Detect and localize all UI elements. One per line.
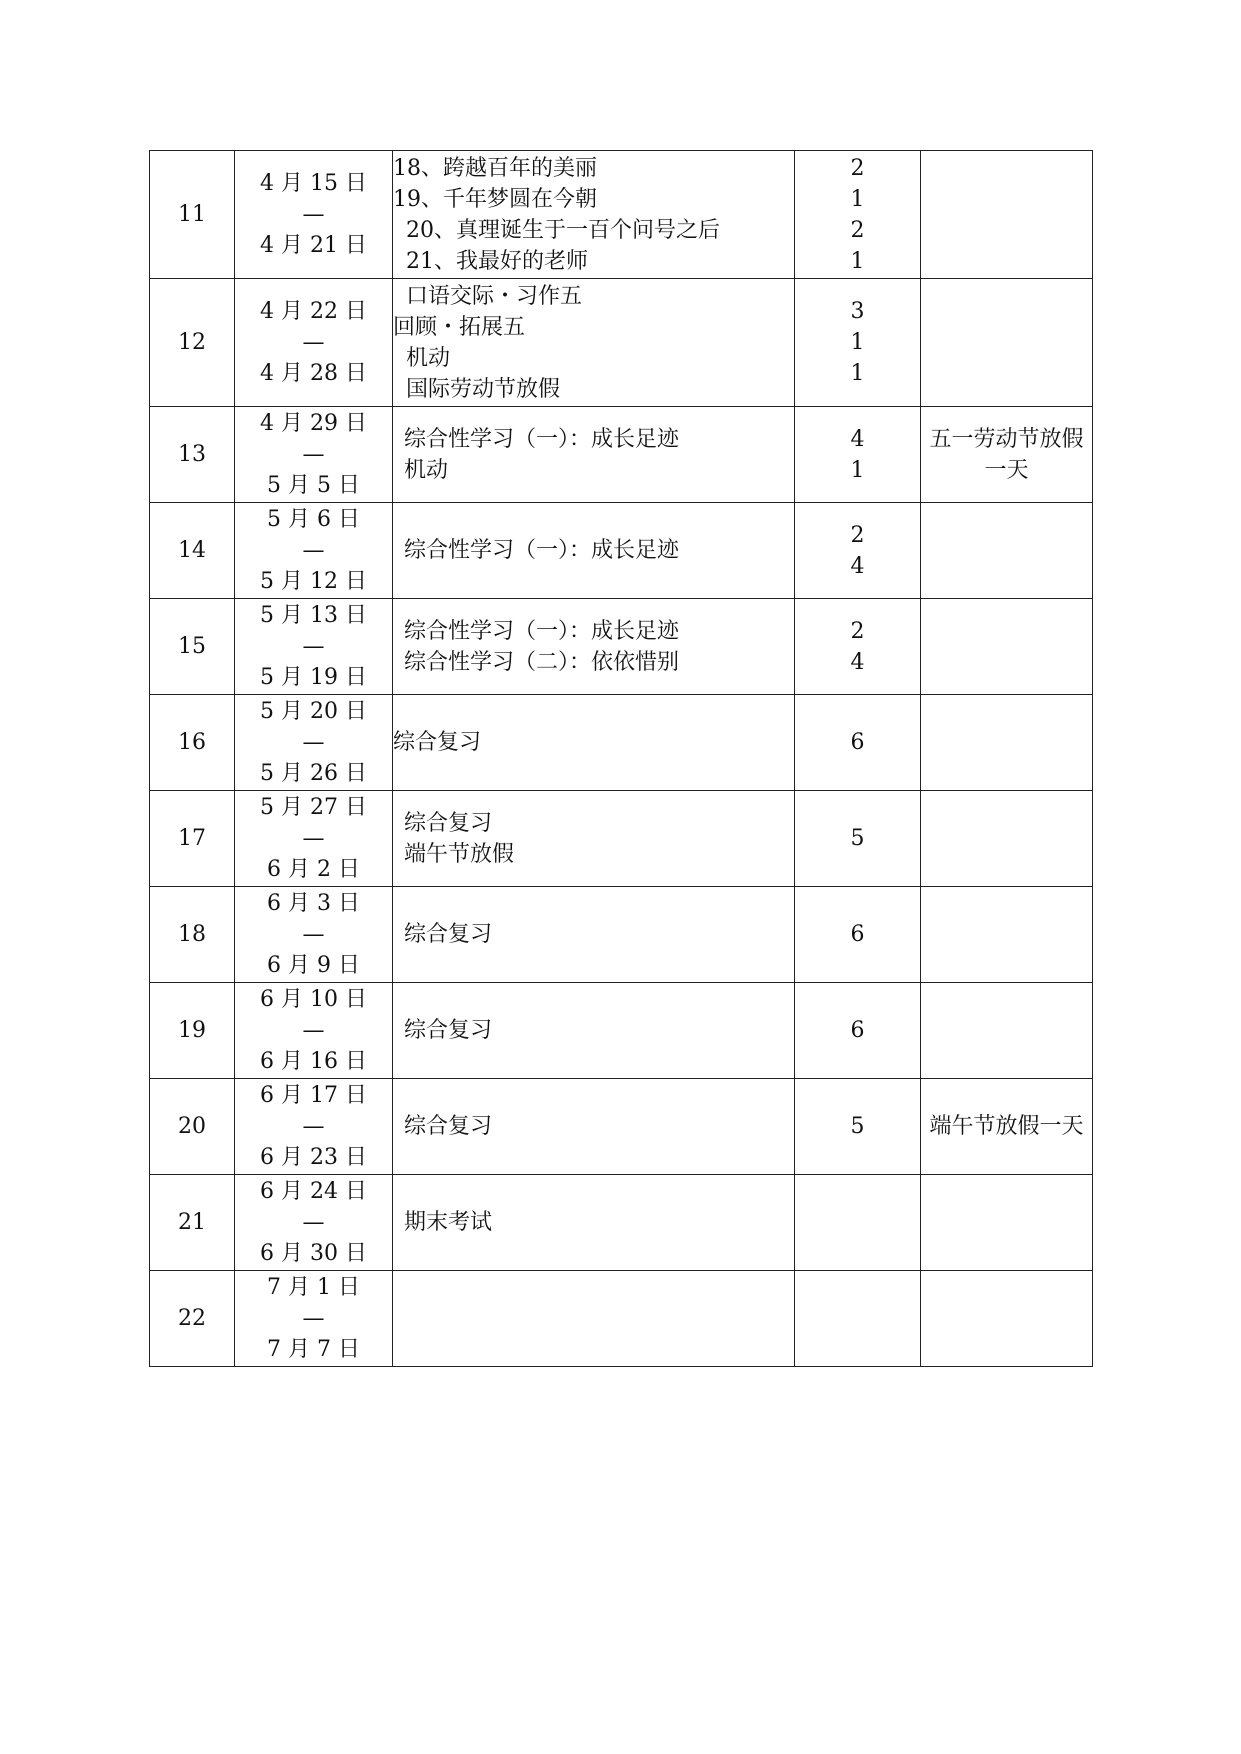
date-end: 7 月 7 日 [267,1337,360,1362]
content-cell [393,1175,795,1271]
content-cell [393,1271,795,1367]
date-end: 6 月 2 日 [267,857,360,882]
date-separator: — [302,538,325,563]
note-cell [921,887,1093,983]
content-line: 期末考试 [404,1210,493,1235]
content-line: 21、我最好的老师 [406,248,588,274]
date-range-cell [235,791,393,887]
date-start: 4 月 15 日 [260,171,367,196]
date-end: 6 月 30 日 [260,1241,367,1266]
week-number-cell: 17 [150,791,235,887]
table-row [150,151,1093,279]
table-row [150,1079,1093,1175]
date-end: 4 月 28 日 [260,361,367,386]
content-cell [393,599,795,695]
content-line: 综合性学习（一）：成长足迹 [404,538,680,563]
hours-value: 6 [850,730,865,755]
hours-cell [795,599,921,695]
date-end: 5 月 12 日 [260,569,367,594]
note-cell [921,1271,1093,1367]
date-separator: — [302,1306,325,1331]
week-number-cell: 11 [150,151,235,279]
date-end: 6 月 16 日 [260,1049,367,1074]
hours-value: 2 [850,522,865,548]
hours-value: 2 [850,618,865,644]
week-number-cell: 14 [150,503,235,599]
note-cell [921,151,1093,279]
date-range-cell [235,151,393,279]
content-cell [393,983,795,1079]
hours-cell [795,1175,921,1271]
date-range-cell [235,599,393,695]
date-start: 6 月 17 日 [260,1083,367,1108]
note-cell [921,983,1093,1079]
date-range-cell [235,1079,393,1175]
content-cell [393,695,795,791]
hours-value: 4 [850,426,865,452]
date-separator: — [302,330,325,355]
content-line: 综合性学习（一）：成长足迹 [404,618,680,644]
table-row [150,1271,1093,1367]
table-row [150,599,1093,695]
date-separator: — [302,1114,325,1139]
week-number-cell: 22 [150,1271,235,1367]
date-start: 5 月 20 日 [260,699,367,724]
content-line: 综合性学习（二）：依依惜别 [404,649,680,675]
hours-value: 4 [850,553,865,579]
content-line: 端午节放假 [404,841,515,867]
content-line: 回顾・拓展五 [393,314,526,340]
date-start: 6 月 24 日 [260,1179,367,1204]
hours-cell [795,503,921,599]
date-end: 6 月 9 日 [267,953,360,978]
schedule-table-body [150,151,1093,1367]
table-row [150,279,1093,407]
hours-value: 4 [850,649,865,675]
note-cell [921,279,1093,407]
content-cell [393,1079,795,1175]
content-line: 综合复习 [404,810,493,836]
date-separator: — [302,634,325,659]
hours-value: 6 [850,922,865,947]
week-number-cell: 16 [150,695,235,791]
hours-cell [795,1079,921,1175]
date-range-cell [235,1175,393,1271]
content-line: 口语交际・习作五 [406,283,583,309]
note-text: 五一劳动节放假一天 [929,426,1084,483]
hours-value: 2 [850,217,865,243]
hours-cell [795,1271,921,1367]
content-cell [393,887,795,983]
content-line: 综合复习 [404,922,493,947]
date-start: 4 月 29 日 [260,411,367,436]
hours-cell [795,983,921,1079]
date-end: 6 月 23 日 [260,1145,367,1170]
content-line: 综合复习 [404,1018,493,1043]
date-start: 6 月 3 日 [267,891,360,916]
hours-value: 5 [850,826,865,851]
week-number-cell: 15 [150,599,235,695]
date-range-cell [235,503,393,599]
content-cell [393,503,795,599]
content-line: 综合性学习（一）：成长足迹 [404,426,680,452]
hours-value: 1 [850,457,865,483]
content-line: 19、千年梦圆在今朝 [393,186,597,212]
table-row [150,503,1093,599]
date-separator: — [302,922,325,947]
date-range-cell [235,887,393,983]
content-line: 20、真理诞生于一百个问号之后 [406,217,720,243]
week-number-cell: 12 [150,279,235,407]
table-row [150,1175,1093,1271]
note-cell [921,1175,1093,1271]
date-end: 5 月 5 日 [267,473,360,498]
teaching-schedule-table [149,150,1093,1367]
table-row [150,887,1093,983]
date-start: 7 月 1 日 [267,1275,360,1300]
note-cell [921,1079,1093,1175]
content-line: 机动 [404,457,449,483]
date-separator: — [302,202,325,227]
hours-cell [795,407,921,503]
date-start: 4 月 22 日 [260,299,367,324]
week-number-cell: 21 [150,1175,235,1271]
date-start: 5 月 27 日 [260,795,367,820]
hours-value: 1 [850,330,865,355]
hours-cell [795,695,921,791]
date-end: 4 月 21 日 [260,233,367,258]
note-cell [921,695,1093,791]
content-cell [393,279,795,407]
hours-value: 2 [850,155,865,181]
note-cell [921,791,1093,887]
date-end: 5 月 19 日 [260,665,367,690]
date-range-cell [235,279,393,407]
week-number-cell: 20 [150,1079,235,1175]
hours-value: 1 [850,186,865,212]
content-line: 18、跨越百年的美丽 [393,155,597,181]
hours-cell [795,151,921,279]
date-separator: — [302,1018,325,1043]
note-cell [921,599,1093,695]
date-start: 5 月 13 日 [260,603,367,628]
table-row [150,407,1093,503]
hours-cell [795,887,921,983]
date-separator: — [302,730,325,755]
hours-cell [795,791,921,887]
date-range-cell [235,983,393,1079]
week-number-cell: 19 [150,983,235,1079]
content-cell [393,791,795,887]
date-start: 6 月 10 日 [260,987,367,1012]
date-separator: — [302,442,325,467]
week-number-cell: 13 [150,407,235,503]
table-row [150,983,1093,1079]
table-row [150,791,1093,887]
date-start: 5 月 6 日 [267,507,360,532]
hours-value: 5 [850,1114,865,1139]
note-text: 端午节放假一天 [929,1114,1084,1139]
content-cell [393,151,795,279]
note-cell [921,503,1093,599]
date-range-cell [235,695,393,791]
hours-value: 6 [850,1018,865,1043]
date-separator: — [302,1210,325,1235]
content-line: 国际劳动节放假 [406,376,561,402]
table-row [150,695,1093,791]
content-cell [393,407,795,503]
content-line: 综合复习 [393,730,482,755]
week-number-cell: 18 [150,887,235,983]
hours-value: 1 [850,248,865,274]
hours-value: 3 [850,299,865,324]
hours-cell [795,279,921,407]
date-separator: — [302,826,325,851]
date-range-cell [235,1271,393,1367]
note-cell [921,407,1093,503]
content-line: 机动 [406,345,451,371]
hours-value: 1 [850,361,865,386]
content-line: 综合复习 [404,1114,493,1139]
date-end: 5 月 26 日 [260,761,367,786]
date-range-cell [235,407,393,503]
